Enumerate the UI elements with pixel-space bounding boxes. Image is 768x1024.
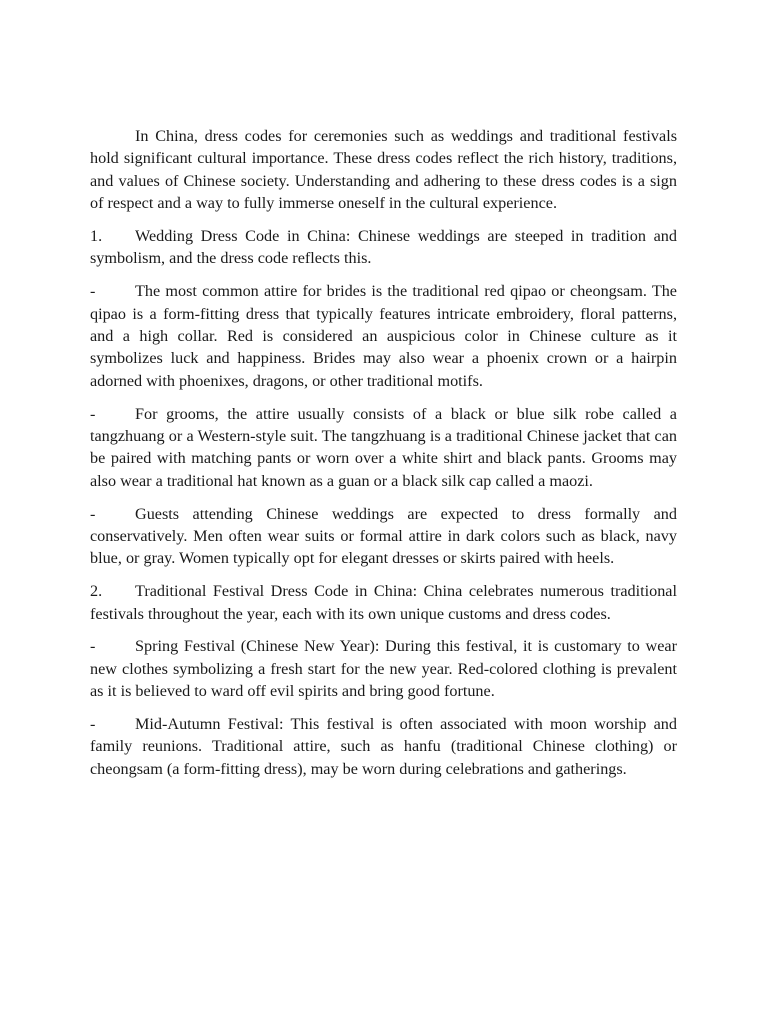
document-page: [90, 125, 677, 791]
list-marker: -: [90, 404, 96, 423]
list-marker: 1.: [90, 227, 103, 246]
list-item-text: Traditional Festival Dress Code in China: China celebrates numerous traditional festivals throughout the year, each with its own unique customs and dress codes.: [90, 582, 677, 623]
list-marker: -: [90, 715, 96, 734]
intro-paragraph: In China, dress codes for ceremonies such as weddings and traditional festivals hold significant cultural importance. These dress codes reflect the rich history, traditions, and values of Chinese society. Understanding and adhering to these dress codes is a sign of respect and a way to fully immerse oneself in the cultural experience.: [90, 127, 677, 213]
list-item-text: Guests attending Chinese weddings are expected to dress formally and conservatively. Men often wear suits or formal attire in dark colors such as black, navy blue, or gray. Women typically opt for elegant dresses or skirts paired with heels.: [90, 504, 677, 568]
list-item-festival-dress-code: [90, 580, 677, 625]
list-marker: -: [90, 504, 96, 523]
list-marker: 2.: [90, 582, 103, 601]
list-item-brides: [90, 280, 677, 392]
list-item-wedding-dress-code: [90, 225, 677, 270]
list-item-text: The most common attire for brides is the traditional red qipao or cheongsam. The qipao is a form-fitting dress that typically features intricate embroidery, floral patterns, and a high collar. Red is considered an auspicious color in Chinese culture as it symbolizes luck and happiness. Brides may also wear a phoenix crown or a hairpin adorned with phoenixes, dragons, or other traditional motifs.: [90, 282, 677, 390]
list-item-spring-festival: [90, 635, 677, 702]
list-item-text: Spring Festival (Chinese New Year): During this festival, it is customary to wear new clothes symbolizing a fresh start for the new year. Red-colored clothing is prevalent as it is believed to ward off evil spirits and bring good fortune.: [90, 637, 677, 701]
list-marker: -: [90, 282, 96, 301]
list-item-guests: [90, 503, 677, 570]
list-item-mid-autumn-festival: [90, 713, 677, 780]
list-item-text: Wedding Dress Code in China: Chinese weddings are steeped in tradition and symbolism, and the dress code reflects this.: [90, 227, 677, 268]
list-marker: -: [90, 637, 96, 656]
list-item-grooms: [90, 403, 677, 493]
list-item-text: Mid-Autumn Festival: This festival is often associated with moon worship and family reunions. Traditional attire, such as hanfu (traditional Chinese clothing) or cheongsam (a form-fitting dress), may be worn during celebrations and gatherings.: [90, 715, 677, 778]
list-item-text: For grooms, the attire usually consists of a black or blue silk robe called a tangzhuang or a Western-style suit. The tangzhuang is a traditional Chinese jacket that can be paired with matching pants or worn over a white shirt and black pants. Grooms may also wear a traditional hat known as a guan or a black silk cap called a maozi.: [90, 404, 677, 490]
